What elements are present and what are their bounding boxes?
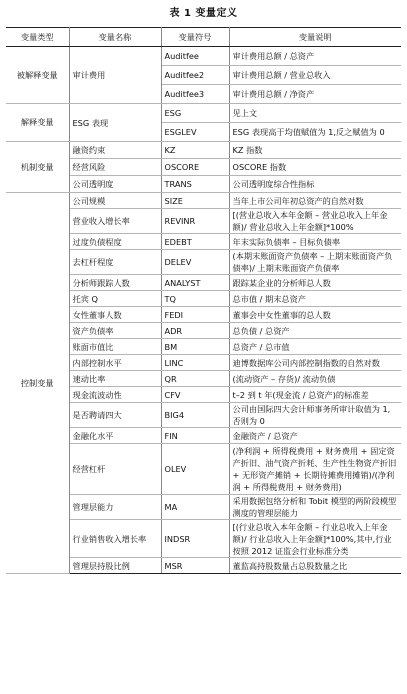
variable-symbol-cell: EDEBT [161,234,229,250]
variable-description-cell: 总市值 / 期末总资产 [229,291,401,307]
variable-symbol-cell: FIN [161,428,229,444]
variable-type-cell: 解释变量 [6,104,69,142]
variable-description-cell: 总资产 / 总市值 [229,339,401,355]
variable-description-cell: 审计费用总额 / 总资产 [229,47,401,66]
variable-name-cell: 金融化水平 [69,428,161,444]
variable-symbol-cell: REVINR [161,209,229,234]
variable-name-cell: 是否聘请四大 [69,403,161,428]
variable-name-cell: 管理层持股比例 [69,558,161,574]
variable-symbol-cell: Auditfee2 [161,66,229,85]
variable-name-cell: 融资约束 [69,142,161,159]
variable-description-cell: 年末实际负债率 – 目标负债率 [229,234,401,250]
variable-name-cell: 分析师跟踪人数 [69,275,161,291]
variable-name-cell: 行业销售收入增长率 [69,520,161,558]
variable-name-cell: 营业收入增长率 [69,209,161,234]
variable-symbol-cell: INDSR [161,520,229,558]
variable-symbol-cell: BM [161,339,229,355]
variable-description-cell: 当年上市公司年初总资产的自然对数 [229,193,401,209]
variable-description-cell: OSCORE 指数 [229,159,401,176]
table-row [6,142,401,159]
variable-description-cell: ESG 表现高于均值赋值为 1,反之赋值为 0 [229,123,401,142]
variable-description-cell: 审计费用总额 / 营业总收入 [229,66,401,85]
variable-name-cell: 经营风险 [69,159,161,176]
variable-symbol-cell: TRANS [161,176,229,193]
header-cell-type: 变量类型 [6,28,69,47]
variable-description-cell: KZ 指数 [229,142,401,159]
variable-name-cell: 去杠杆程度 [69,250,161,275]
variable-name-cell: 托宾 Q [69,291,161,307]
table-title: 表 1 变量定义 [169,8,238,19]
variable-description-cell: 采用数据包络分析和 Tobit 模型的两阶段模型测度的管理层能力 [229,495,401,520]
variable-symbol-cell: ESGLEV [161,123,229,142]
variable-name-cell: 现金流波动性 [69,387,161,403]
header-cell-symbol: 变量符号 [161,28,229,47]
variable-description-cell: 总负债 / 总资产 [229,323,401,339]
variable-symbol-cell: FEDI [161,307,229,323]
variable-symbol-cell: KZ [161,142,229,159]
header-row [6,28,401,47]
table-row [6,193,401,209]
variable-description-cell: 公司透明度综合性指标 [229,176,401,193]
variable-description-cell: (净利润 + 所得税费用 + 财务费用 + 固定资产折旧、油气资产折耗、生产性生物资产折旧 + 无形资产摊销 + 长期待摊费用摊销)/(净利润 + 所得税费用 + 财务费用) [229,444,401,495]
variable-definition-table [6,27,401,574]
variable-name-cell: 内部控制水平 [69,355,161,371]
variable-description-cell: 金融资产 / 总资产 [229,428,401,444]
variable-symbol-cell: TQ [161,291,229,307]
variable-description-cell: 董监高持股数量占总股数量之比 [229,558,401,574]
variable-name-cell: 资产负债率 [69,323,161,339]
variable-description-cell: [(营业总收入本年金额 – 营业总收入上年金额)/ 营业总收入上年金额]*100% [229,209,401,234]
variable-symbol-cell: ANALYST [161,275,229,291]
table-row [6,47,401,66]
table-row [6,104,401,123]
header-cell-description: 变量说明 [229,28,401,47]
variable-symbol-cell: CFV [161,387,229,403]
variable-symbol-cell: Auditfee3 [161,85,229,104]
variable-name-cell: 账面市值比 [69,339,161,355]
variable-description-cell: (流动资产 – 存货)/ 流动负债 [229,371,401,387]
variable-description-cell: 跟踪某企业的分析师总人数 [229,275,401,291]
variable-symbol-cell: ADR [161,323,229,339]
variable-name-cell: 公司规模 [69,193,161,209]
variable-description-cell: 迪博数据库公司内部控制指数的自然对数 [229,355,401,371]
variable-type-cell: 被解释变量 [6,47,69,104]
variable-description-cell: 审计费用总额 / 净资产 [229,85,401,104]
variable-type-cell: 机制变量 [6,142,69,193]
table-body [6,47,401,574]
variable-description-cell: 公司由国际四大会计师事务所审计取值为 1,否则为 0 [229,403,401,428]
variable-description-cell: (本期末账面资产负债率 – 上期末账面资产负债率)/ 上期末账面资产负债率 [229,250,401,275]
variable-name-cell: 女性董事人数 [69,307,161,323]
variable-description-cell: 见上文 [229,104,401,123]
variable-name-cell: 速动比率 [69,371,161,387]
variable-type-cell: 控制变量 [6,193,69,574]
variable-symbol-cell: SIZE [161,193,229,209]
variable-symbol-cell: BIG4 [161,403,229,428]
variable-name-cell: 审计费用 [69,47,161,104]
variable-symbol-cell: MA [161,495,229,520]
variable-symbol-cell: MSR [161,558,229,574]
variable-symbol-cell: OLEV [161,444,229,495]
variable-name-cell: ESG 表现 [69,104,161,142]
variable-description-cell: [(行业总收入本年金额 – 行业总收入上年金额)/ 行业总收入上年金额]*100%,其中,行业按照 2012 证监会行业标准分类 [229,520,401,558]
variable-symbol-cell: Auditfee [161,47,229,66]
variable-name-cell: 经营杠杆 [69,444,161,495]
variable-description-cell: t–2 到 t 年(现金流 / 总资产)的标准差 [229,387,401,403]
variable-symbol-cell: QR [161,371,229,387]
variable-symbol-cell: DELEV [161,250,229,275]
variable-description-cell: 董事会中女性董事的总人数 [229,307,401,323]
variable-symbol-cell: ESG [161,104,229,123]
variable-symbol-cell: LINC [161,355,229,371]
variable-name-cell: 公司透明度 [69,176,161,193]
variable-symbol-cell: OSCORE [161,159,229,176]
variable-name-cell: 过度负债程度 [69,234,161,250]
header-cell-name: 变量名称 [69,28,161,47]
variable-name-cell: 管理层能力 [69,495,161,520]
